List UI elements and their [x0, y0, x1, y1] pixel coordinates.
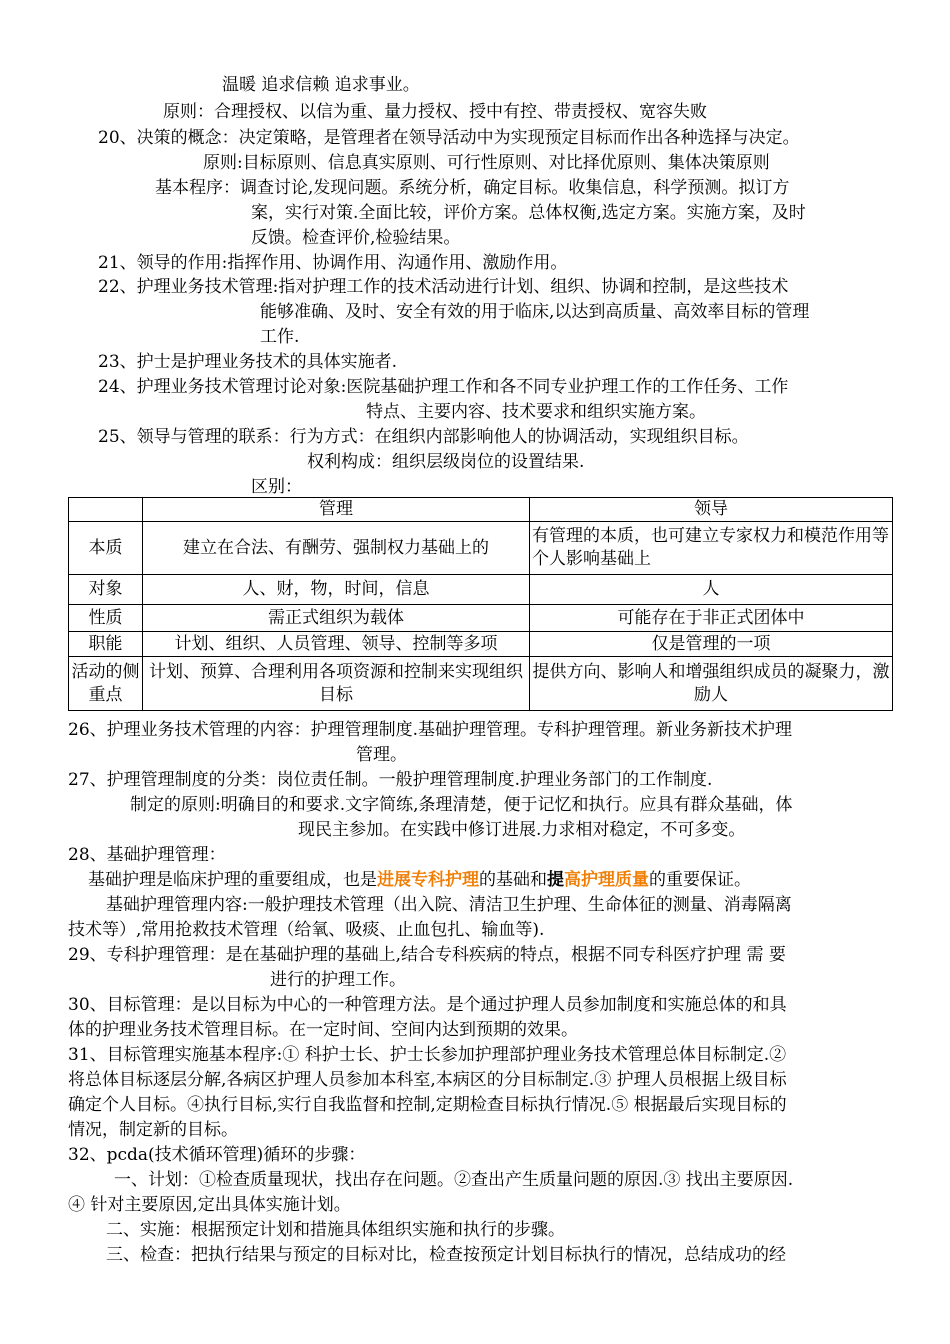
manage-cell: 需正式组织为载体 — [143, 605, 530, 632]
text-line: 反馈。检查评价,检验结果。 — [251, 228, 461, 248]
manage-cell: 人、财，物，时间，信息 — [143, 575, 530, 605]
text-line: 现民主参加。在实践中修订进展.力求相对稳定，不可多变。 — [298, 820, 746, 840]
lead-cell: 人 — [530, 575, 893, 605]
row-label: 活动的侧重点 — [69, 657, 143, 711]
text-line: 基础护理管理内容:一般护理技术管理（出入院、清洁卫生护理、生命体征的测量、消毒隔离 — [106, 895, 792, 915]
manage-cell: 计划、预算、合理利用各项资源和控制来实现组织目标 — [143, 657, 530, 711]
table-header-row — [69, 498, 893, 522]
section-24-title: 24、护理业务技术管理讨论对象:医院基础护理工作和各不同专业护理工作的工作任务、工作 — [98, 377, 789, 397]
text-line: 基本程序：调查讨论,发现问题。系统分析，确定目标。收集信息，科学预测。拟订方 — [155, 178, 790, 198]
section-31-title: 31、目标管理实施基本程序:① 科护士长、护士长参加护理部护理业务技术管理总体目标制定.② — [68, 1045, 787, 1065]
section-30-title: 30、目标管理：是以目标为中心的一种管理方法。是个通过护理人员参加制度和实施总体的和具 — [68, 995, 787, 1015]
text-line: 工作. — [260, 327, 300, 347]
lead-cell: 有管理的本质，也可建立专家权力和模范作用等个人影响基础上 — [530, 522, 893, 575]
table-row — [69, 575, 893, 605]
bold-text: 提 — [547, 870, 564, 890]
table-row — [69, 632, 893, 657]
lead-cell: 可能存在于非正式团体中 — [530, 605, 893, 632]
row-label: 职能 — [69, 632, 143, 657]
manage-cell: 建立在合法、有酬劳、强制权力基础上的 — [143, 522, 530, 575]
text-line: ④ 针对主要原因,定出具体实施计划。 — [68, 1195, 351, 1215]
text-line: 原则：合理授权、以信为重、量力授权、授中有控、带责授权、宽容失败 — [163, 102, 707, 122]
text-line — [88, 868, 751, 892]
text-line: 权利构成：组织层级岗位的设置结果. — [307, 452, 585, 472]
text-line: 一、计划：①检查质量现状，找出存在问题。②查出产生质量问题的原因.③ 找出主要原因. — [114, 1170, 794, 1190]
table-row — [69, 657, 893, 711]
section-21-title: 21、领导的作用:指挥作用、协调作用、沟通作用、激励作用。 — [98, 253, 568, 273]
text-line: 体的护理业务技术管理目标。在一定时间、空间内达到预期的效果。 — [68, 1020, 578, 1040]
section-32-title: 32、pcda(技术循环管理)循环的步骤： — [68, 1145, 366, 1165]
section-29-title: 29、专科护理管理：是在基础护理的基础上,结合专科疾病的特点，根据不同专科医疗护理 需 要 — [68, 945, 786, 965]
text-line: 能够准确、及时、安全有效的用于临床,以达到高质量、高效率目标的管理 — [260, 302, 810, 322]
section-28-title: 28、基础护理管理： — [68, 845, 226, 865]
text-line: 特点、主要内容、技术要求和组织实施方案。 — [366, 402, 706, 422]
text-line: 案，实行对策.全面比较，评价方案。总体权衡,选定方案。实施方案，及时 — [251, 203, 806, 223]
section-20-title: 20、决策的概念：决定策略，是管理者在领导活动中为实现预定目标而作出各种选择与决定。 — [98, 128, 800, 148]
section-25-title: 25、领导与管理的联系：行为方式：在组织内部影响他人的协调活动，实现组织目标。 — [98, 427, 749, 447]
text-line: 管理。 — [356, 745, 407, 765]
row-label: 对象 — [69, 575, 143, 605]
section-26-title: 26、护理业务技术管理的内容：护理管理制度.基础护理管理。专科护理管理。新业务新技术护理 — [68, 720, 793, 740]
text-line: 将总体目标逐层分解,各病区护理人员参加本科室,本病区的分目标制定.③ 护理人员根据上级目标 — [68, 1070, 787, 1090]
table-header-cell — [69, 498, 143, 522]
text-span: 基础护理是临床护理的重要组成，也是 — [88, 870, 377, 890]
text-line: 制定的原则:明确目的和要求.文字简练,条理清楚，便于记忆和执行。应具有群众基础，体 — [130, 795, 793, 815]
text-line: 三、检查：把执行结果与预定的目标对比，检查按预定计划目标执行的情况，总结成功的经 — [106, 1245, 786, 1265]
table-caption: 区别： — [251, 477, 302, 497]
text-line: 二、实施：根据预定计划和措施具体组织实施和执行的步骤。 — [106, 1220, 565, 1240]
section-23-title: 23、护士是护理业务技术的具体实施者. — [98, 352, 398, 372]
lead-cell: 仅是管理的一项 — [530, 632, 893, 657]
text-line: 进行的护理工作。 — [270, 970, 406, 990]
comparison-table — [68, 497, 893, 711]
row-label: 性质 — [69, 605, 143, 632]
section-22-title: 22、护理业务技术管理:指对护理工作的技术活动进行计划、组织、协调和控制，是这些技术 — [98, 277, 789, 297]
text-line: 情况，制定新的目标。 — [68, 1120, 238, 1140]
text-line: 技术等）,常用抢救技术管理（给氧、吸痰、止血包扎、输血等). — [68, 920, 545, 940]
highlight-text: 高护理质量 — [564, 870, 649, 890]
table-header-cell: 管理 — [143, 498, 530, 522]
text-line: 温暖 追求信赖 追求事业。 — [222, 75, 420, 95]
table-row — [69, 522, 893, 575]
text-line: 原则:目标原则、信息真实原则、可行性原则、对比择优原则、集体决策原则 — [203, 153, 770, 173]
manage-cell: 计划、组织、人员管理、领导、控制等多项 — [143, 632, 530, 657]
table-header-cell: 领导 — [530, 498, 893, 522]
lead-cell: 提供方向、影响人和增强组织成员的凝聚力，激励人 — [530, 657, 893, 711]
text-span: 的基础和 — [479, 870, 547, 890]
table-row — [69, 605, 893, 632]
row-label: 本质 — [69, 522, 143, 575]
highlight-text: 进展专科护理 — [377, 870, 479, 890]
text-line: 确定个人目标。④执行目标,实行自我监督和控制,定期检查目标执行情况.⑤ 根据最后实现目标的 — [68, 1095, 787, 1115]
section-27-title: 27、护理管理制度的分类：岗位责任制。一般护理管理制度.护理业务部门的工作制度. — [68, 770, 713, 790]
text-span: 的重要保证。 — [649, 870, 751, 890]
